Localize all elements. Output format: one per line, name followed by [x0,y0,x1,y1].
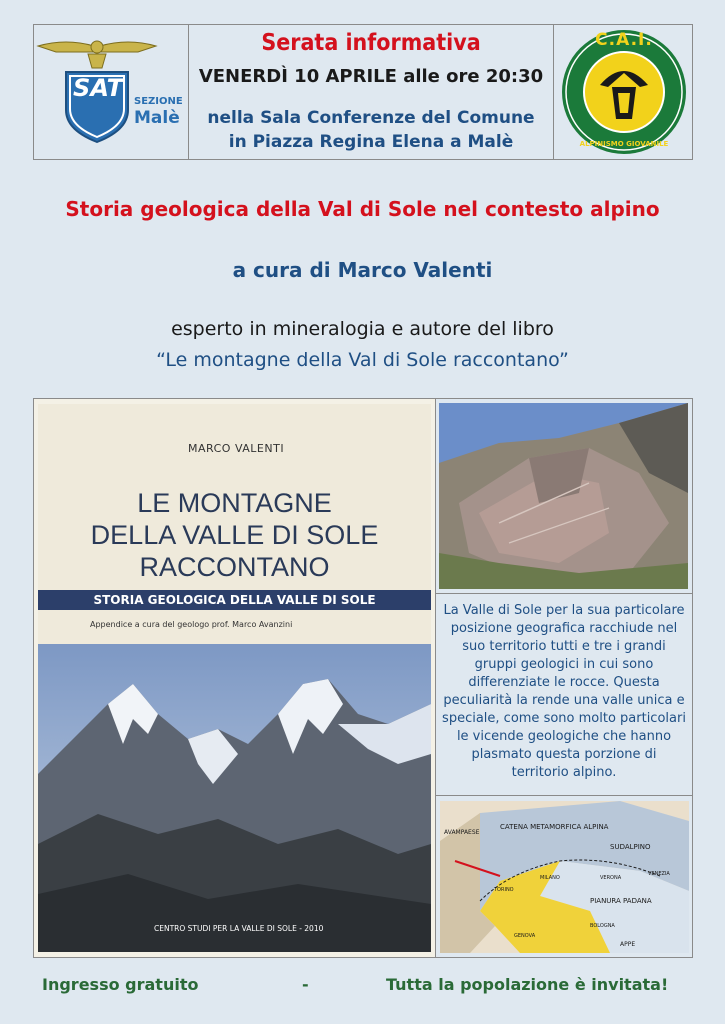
description-text: La Valle di Sole per la sua particolare posizione geografica racchiude nel suo territorio tutti e tre i grandi gruppi geologici in cui sono differenziate le rocce. Questa peculiarità la rende una valle unica e speciale, come sono molto particolari le vicende geologiche che hanno plasmato questa porzione di territorio alpino. [442,603,686,780]
map-label-genova: GENOVA [514,933,536,939]
book-title-line-2: DELLA VALLE DI SOLE [90,520,379,550]
book-author: MARCO VALENTI [188,442,285,455]
event-date-time: VENERDÌ 10 APRILE alle ore 20:30 [198,66,544,87]
footer-right-text: Tutta la popolazione è invitata! [386,975,669,994]
talk-title: Storia geologica della Val di Sole nel contesto alpino [65,197,660,221]
venue-line-2: in Piazza Regina Elena a Malè [228,132,514,152]
book-title-line-1: LE MONTAGNE [137,488,332,518]
book-subtitle: STORIA GEOLOGICA DELLA VALLE DI SOLE [93,593,376,607]
rock-photo [439,403,688,589]
book-appendix: Appendice a cura del geologo prof. Marco Avanzini [90,620,293,629]
cai-ring-text: ALPINISMO GIOVANILE [579,140,669,148]
footer-separator: - [302,975,309,994]
map-label-torino: TORINO [494,887,514,893]
map-label-verona: VERONA [600,875,622,881]
talk-speaker: a cura di Marco Valenti [232,258,493,282]
map-label-avampaese: AVAMPAESE [444,829,480,836]
event-title: Serata informativa [261,30,481,56]
map-label-metamorfica: CATENA METAMORFICA ALPINA [500,823,609,831]
sat-sezione-name: Malè [134,108,180,128]
book-title-quote: “Le montagne della Val di Sole raccontano” [156,349,569,371]
book-cover [38,404,431,952]
sat-acronym: SAT [73,74,123,102]
map-label-venezia: VENEZIA [648,871,670,877]
book-publisher: CENTRO STUDI PER LA VALLE DI SOLE - 2010 [154,924,324,933]
map-label-sudalpino: SUDALPINO [610,843,651,851]
venue-line-1: nella Sala Conferenze del Comune [207,108,535,128]
sat-sezione-label: SEZIONE [134,96,183,107]
geology-map [440,801,689,953]
map-label-pianura: PIANURA PADANA [590,897,652,905]
map-label-milano: MILANO [540,875,560,881]
book-title-line-3: RACCONTANO [139,552,330,582]
map-label-appennino: APPE [620,941,636,948]
map-label-bologna: BOLOGNA [590,923,615,929]
footer-left-text: Ingresso gratuito [42,975,199,994]
cai-acronym: C.A.I. [595,30,653,50]
mountain-photo [38,644,431,952]
speaker-description: esperto in mineralogia e autore del libro [171,318,554,340]
